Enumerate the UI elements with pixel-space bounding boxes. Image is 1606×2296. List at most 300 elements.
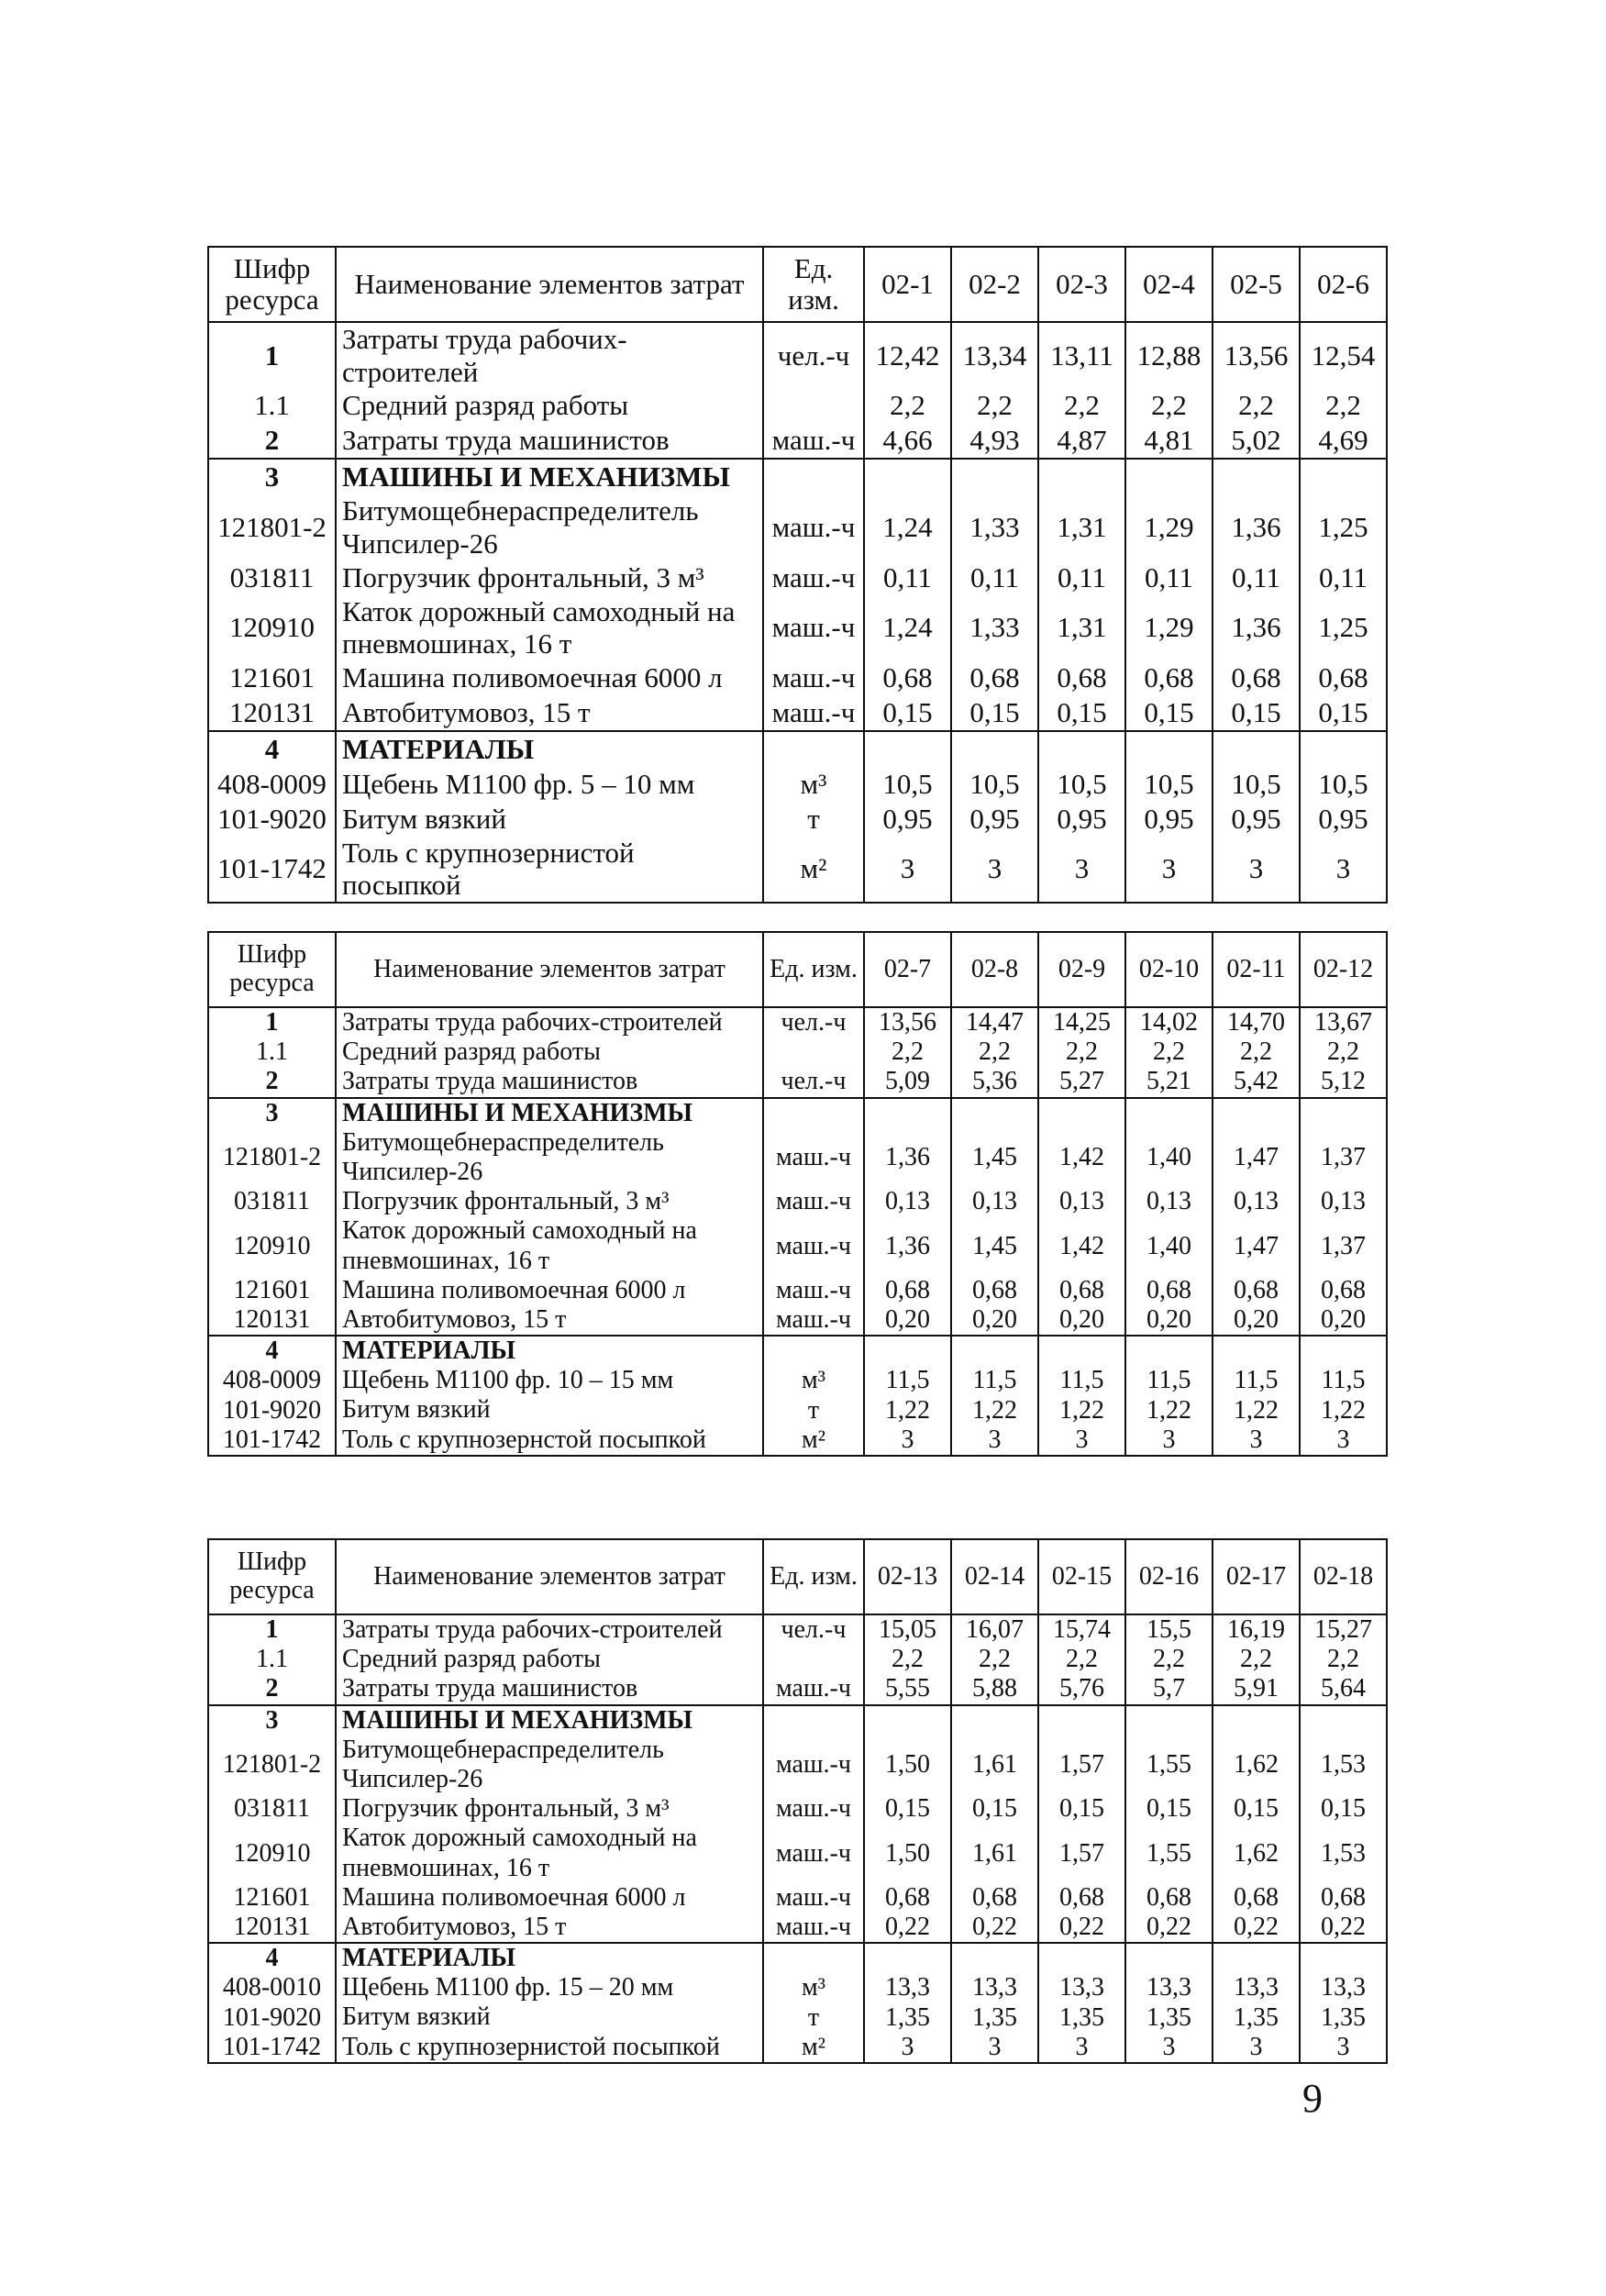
row-unit (763, 731, 864, 767)
row-unit: т (763, 2002, 864, 2032)
table-row (208, 1187, 1387, 1216)
row-value (951, 1705, 1038, 1736)
row-value: 15,05 (864, 1614, 951, 1645)
row-value: 1,35 (1038, 2002, 1125, 2032)
row-value: 0,68 (864, 660, 951, 695)
row-value: 14,02 (1125, 1007, 1213, 1037)
row-value: 1,24 (864, 494, 951, 560)
table-row (208, 1336, 1387, 1366)
row-value: 0,11 (1038, 560, 1125, 595)
row-code: 1.1 (208, 1645, 336, 1674)
column-header: 02-11 (1213, 932, 1300, 1007)
row-code: 2 (208, 1674, 336, 1704)
row-value: 15,74 (1038, 1614, 1125, 1645)
table-row (208, 1705, 1387, 1736)
row-name: Затраты труда машинистов (336, 423, 763, 459)
table-row (208, 2002, 1387, 2032)
row-code: 3 (208, 1705, 336, 1736)
row-value: 0,68 (1125, 1883, 1213, 1913)
row-unit: маш.-ч (763, 1736, 864, 1794)
row-code: 121801-2 (208, 1736, 336, 1794)
row-value: 0,68 (951, 660, 1038, 695)
row-value: 5,36 (951, 1067, 1038, 1097)
row-value: 10,5 (1125, 767, 1213, 802)
row-unit: маш.-ч (763, 1883, 864, 1913)
row-value: 0,22 (1213, 1913, 1300, 1943)
row-unit: чел.-ч (763, 322, 864, 388)
row-value: 2,2 (1125, 388, 1213, 423)
table-row (208, 1037, 1387, 1067)
row-value: 1,53 (1300, 1824, 1387, 1882)
row-name: Средний разряд работы (336, 1645, 763, 1674)
row-unit (763, 1943, 864, 1973)
row-value: 2,2 (1213, 1645, 1300, 1674)
row-name: Щебень М1100 фр. 10 – 15 мм (336, 1366, 763, 1395)
header-unit: Ед. изм. (763, 932, 864, 1007)
row-value: 10,5 (1300, 767, 1387, 802)
row-value: 0,11 (951, 560, 1038, 595)
row-value: 0,20 (951, 1305, 1038, 1336)
row-value: 0,95 (951, 802, 1038, 837)
row-value (951, 1943, 1038, 1973)
row-value: 11,5 (1300, 1366, 1387, 1395)
row-code: 121601 (208, 660, 336, 695)
row-value: 1,36 (864, 1216, 951, 1275)
row-value: 2,2 (951, 1645, 1038, 1674)
row-code: 101-1742 (208, 1425, 336, 1456)
row-value: 0,15 (864, 695, 951, 731)
row-value: 13,11 (1038, 322, 1125, 388)
row-value (1213, 459, 1300, 494)
row-value: 3 (864, 837, 951, 903)
table-row (208, 1276, 1387, 1305)
row-unit: м³ (763, 1366, 864, 1395)
row-value: 3 (864, 1425, 951, 1456)
row-value: 11,5 (951, 1366, 1038, 1395)
row-value: 14,70 (1213, 1007, 1300, 1037)
row-value: 3 (1300, 1425, 1387, 1456)
table-row (208, 595, 1387, 660)
row-value: 13,56 (864, 1007, 951, 1037)
row-name: МАШИНЫ И МЕХАНИЗМЫ (336, 1098, 763, 1128)
row-value: 5,21 (1125, 1067, 1213, 1097)
row-value: 3 (951, 1425, 1038, 1456)
row-value: 0,15 (951, 1794, 1038, 1824)
row-value: 3 (1038, 2033, 1125, 2063)
row-value: 0,68 (1300, 1276, 1387, 1305)
row-value: 13,3 (951, 1973, 1038, 2002)
row-code: 120131 (208, 1305, 336, 1336)
row-code: 120910 (208, 1824, 336, 1882)
row-code: 031811 (208, 560, 336, 595)
row-name: Автобитумовоз, 15 т (336, 1913, 763, 1943)
row-value: 0,15 (1125, 1794, 1213, 1824)
row-value: 2,2 (1213, 388, 1300, 423)
row-value: 1,47 (1213, 1128, 1300, 1187)
row-value (1125, 731, 1213, 767)
row-value: 0,68 (864, 1883, 951, 1913)
row-value: 0,15 (1300, 1794, 1387, 1824)
row-code: 121801-2 (208, 494, 336, 560)
row-value: 3 (1213, 1425, 1300, 1456)
row-value: 3 (1125, 837, 1213, 903)
row-value: 0,68 (951, 1883, 1038, 1913)
row-name: Автобитумовоз, 15 т (336, 1305, 763, 1336)
row-value: 4,66 (864, 423, 951, 459)
row-value (864, 1098, 951, 1128)
row-value: 0,15 (1300, 695, 1387, 731)
row-value (864, 731, 951, 767)
row-value: 3 (1125, 1425, 1213, 1456)
row-value: 12,42 (864, 322, 951, 388)
row-value: 5,64 (1300, 1674, 1387, 1704)
row-value: 0,22 (1300, 1913, 1387, 1943)
row-code: 120910 (208, 1216, 336, 1275)
row-unit: м² (763, 837, 864, 903)
row-value: 5,91 (1213, 1674, 1300, 1704)
row-value: 1,22 (1213, 1395, 1300, 1425)
row-name: Затраты труда рабочих-строителей (336, 1614, 763, 1645)
row-unit: маш.-ч (763, 494, 864, 560)
row-code: 120910 (208, 595, 336, 660)
row-value: 3 (1038, 1425, 1125, 1456)
row-value: 13,3 (1125, 1973, 1213, 2002)
row-value: 2,2 (1038, 1645, 1125, 1674)
row-value: 11,5 (864, 1366, 951, 1395)
row-value: 0,68 (951, 1276, 1038, 1305)
row-value: 0,68 (1213, 1883, 1300, 1913)
row-name: Битум вязкий (336, 1395, 763, 1425)
row-value: 10,5 (864, 767, 951, 802)
row-value: 1,42 (1038, 1216, 1125, 1275)
row-value: 0,11 (1125, 560, 1213, 595)
row-value: 3 (1213, 837, 1300, 903)
row-unit: маш.-ч (763, 1128, 864, 1187)
row-value: 1,22 (864, 1395, 951, 1425)
row-value: 0,20 (864, 1305, 951, 1336)
row-code: 101-9020 (208, 802, 336, 837)
row-unit: маш.-ч (763, 660, 864, 695)
row-value: 2,2 (1300, 1645, 1387, 1674)
row-name: Погрузчик фронтальный, 3 м³ (336, 560, 763, 595)
row-code: 121601 (208, 1883, 336, 1913)
row-code: 101-1742 (208, 2033, 336, 2063)
table-row (208, 1305, 1387, 1336)
row-name: Машина поливомоечная 6000 л (336, 660, 763, 695)
row-code: 408-0009 (208, 1366, 336, 1395)
row-value (1300, 731, 1387, 767)
row-value: 0,13 (1038, 1187, 1125, 1216)
column-header: 02-16 (1125, 1539, 1213, 1614)
table-row (208, 1973, 1387, 2002)
row-value: 2,2 (1038, 388, 1125, 423)
table-row (208, 388, 1387, 423)
row-value: 1,35 (1125, 2002, 1213, 2032)
row-value: 0,68 (1213, 1276, 1300, 1305)
row-value: 0,22 (864, 1913, 951, 1943)
row-value: 1,37 (1300, 1128, 1387, 1187)
row-value: 0,68 (1300, 1883, 1387, 1913)
row-code: 1.1 (208, 388, 336, 423)
header-name: Наименование элементов затрат (336, 247, 763, 322)
row-value (951, 1336, 1038, 1366)
table-header-row (208, 932, 1387, 1007)
row-code: 101-9020 (208, 2002, 336, 2032)
column-header: 02-5 (1213, 247, 1300, 322)
table-row (208, 1943, 1387, 1973)
row-value: 2,2 (1300, 1037, 1387, 1067)
row-code: 1 (208, 1614, 336, 1645)
row-name: МАШИНЫ И МЕХАНИЗМЫ (336, 1705, 763, 1736)
row-value: 13,56 (1213, 322, 1300, 388)
table-row (208, 1674, 1387, 1704)
row-unit: маш.-ч (763, 1674, 864, 1704)
row-value: 14,25 (1038, 1007, 1125, 1037)
row-value (1038, 1705, 1125, 1736)
row-value: 1,62 (1213, 1736, 1300, 1794)
row-unit (763, 388, 864, 423)
column-header: 02-9 (1038, 932, 1125, 1007)
row-value: 1,53 (1300, 1736, 1387, 1794)
row-name: Толь с крупнозернстой посыпкой (336, 1425, 763, 1456)
header-unit: Ед. изм. (763, 1539, 864, 1614)
row-name: Машина поливомоечная 6000 л (336, 1883, 763, 1913)
row-value: 0,13 (864, 1187, 951, 1216)
row-value: 5,02 (1213, 423, 1300, 459)
row-value: 3 (1213, 2033, 1300, 2063)
row-value: 12,54 (1300, 322, 1387, 388)
row-code: 2 (208, 1067, 336, 1097)
row-name: МАШИНЫ И МЕХАНИЗМЫ (336, 459, 763, 494)
row-code: 101-1742 (208, 837, 336, 903)
header-code: Шифр ресурса (208, 247, 336, 322)
row-value: 0,22 (951, 1913, 1038, 1943)
row-value: 11,5 (1125, 1366, 1213, 1395)
table-row (208, 494, 1387, 560)
row-value: 1,47 (1213, 1216, 1300, 1275)
row-value (1038, 1098, 1125, 1128)
table-header-row (208, 247, 1387, 322)
row-name: Толь с крупнозернистой посыпкой (336, 2033, 763, 2063)
table-row (208, 802, 1387, 837)
row-value: 4,93 (951, 423, 1038, 459)
row-value (1213, 1098, 1300, 1128)
row-unit: чел.-ч (763, 1007, 864, 1037)
row-value: 1,50 (864, 1736, 951, 1794)
row-unit (763, 1336, 864, 1366)
row-name: Битумощебнераспределитель Чипсилер-26 (336, 494, 763, 560)
row-name: Средний разряд работы (336, 388, 763, 423)
norms-table-3 (207, 1538, 1388, 2064)
row-value: 13,3 (1213, 1973, 1300, 2002)
row-name: МАТЕРИАЛЫ (336, 1943, 763, 1973)
row-value: 1,36 (1213, 595, 1300, 660)
row-value: 1,42 (1038, 1128, 1125, 1187)
row-value: 0,13 (1213, 1187, 1300, 1216)
row-unit (763, 459, 864, 494)
row-name: Машина поливомоечная 6000 л (336, 1276, 763, 1305)
column-header: 02-1 (864, 247, 951, 322)
row-value: 1,33 (951, 494, 1038, 560)
row-value: 10,5 (1038, 767, 1125, 802)
row-name: Затраты труда рабочих-строителей (336, 322, 763, 388)
row-value: 0,13 (1125, 1187, 1213, 1216)
row-value: 1,45 (951, 1216, 1038, 1275)
row-value: 0,15 (1038, 695, 1125, 731)
row-value: 1,22 (951, 1395, 1038, 1425)
norms-table-2 (207, 931, 1388, 1457)
column-header: 02-12 (1300, 932, 1387, 1007)
row-value: 0,13 (1300, 1187, 1387, 1216)
row-value: 0,20 (1125, 1305, 1213, 1336)
row-value (864, 459, 951, 494)
column-header: 02-17 (1213, 1539, 1300, 1614)
table-row (208, 660, 1387, 695)
row-value (1300, 1098, 1387, 1128)
row-value (1213, 731, 1300, 767)
row-value: 3 (864, 2033, 951, 2063)
row-value: 1,40 (1125, 1216, 1213, 1275)
header-code: Шифр ресурса (208, 1539, 336, 1614)
row-code: 3 (208, 1098, 336, 1128)
row-value: 3 (951, 837, 1038, 903)
row-unit (763, 1037, 864, 1067)
row-value: 5,12 (1300, 1067, 1387, 1097)
row-name: МАТЕРИАЛЫ (336, 731, 763, 767)
row-value (1038, 1943, 1125, 1973)
table-row (208, 1366, 1387, 1395)
row-name: Средний разряд работы (336, 1037, 763, 1067)
row-value: 1,35 (1213, 2002, 1300, 2032)
row-value: 0,15 (1213, 695, 1300, 731)
row-value: 5,09 (864, 1067, 951, 1097)
row-code: 121801-2 (208, 1128, 336, 1187)
row-value: 1,24 (864, 595, 951, 660)
row-value: 11,5 (1213, 1366, 1300, 1395)
row-value: 16,07 (951, 1614, 1038, 1645)
row-unit: маш.-ч (763, 695, 864, 731)
header-name: Наименование элементов затрат (336, 932, 763, 1007)
row-unit: маш.-ч (763, 1913, 864, 1943)
row-name: Каток дорожный самоходный на пневмошинах, 16 т (336, 595, 763, 660)
row-value: 1,57 (1038, 1824, 1125, 1882)
row-value: 0,20 (1038, 1305, 1125, 1336)
row-value: 3 (1038, 837, 1125, 903)
row-name: Толь с крупнозернистой посыпкой (336, 837, 763, 903)
row-value (1213, 1336, 1300, 1366)
row-value: 3 (951, 2033, 1038, 2063)
row-value: 2,2 (864, 388, 951, 423)
row-value: 3 (1300, 837, 1387, 903)
table-row (208, 1425, 1387, 1456)
table-row (208, 767, 1387, 802)
row-name: Затраты труда машинистов (336, 1067, 763, 1097)
row-value: 2,2 (951, 1037, 1038, 1067)
row-value: 1,25 (1300, 595, 1387, 660)
table-row (208, 695, 1387, 731)
row-value: 16,19 (1213, 1614, 1300, 1645)
row-value: 0,68 (864, 1276, 951, 1305)
row-unit: м³ (763, 767, 864, 802)
row-value: 0,11 (1213, 560, 1300, 595)
row-value: 15,5 (1125, 1614, 1213, 1645)
row-value: 1,22 (1300, 1395, 1387, 1425)
row-value (1300, 1336, 1387, 1366)
row-value: 0,15 (1213, 1794, 1300, 1824)
row-value: 1,31 (1038, 494, 1125, 560)
row-value: 0,13 (951, 1187, 1038, 1216)
row-name: Каток дорожный самоходный на пневмошинах, 16 т (336, 1216, 763, 1275)
row-unit: чел.-ч (763, 1067, 864, 1097)
table-row (208, 837, 1387, 903)
row-value: 0,68 (1125, 1276, 1213, 1305)
row-value (1125, 1943, 1213, 1973)
row-code: 408-0010 (208, 1973, 336, 2002)
table-row (208, 1098, 1387, 1128)
row-value: 4,81 (1125, 423, 1213, 459)
row-value: 0,11 (1300, 560, 1387, 595)
table-row (208, 1216, 1387, 1275)
table-row (208, 1913, 1387, 1943)
row-code: 3 (208, 459, 336, 494)
row-code: 120131 (208, 1913, 336, 1943)
row-value (1213, 1943, 1300, 1973)
header-unit: Ед. изм. (763, 247, 864, 322)
row-value: 2,2 (1213, 1037, 1300, 1067)
row-value: 1,29 (1125, 595, 1213, 660)
header-code: Шифр ресурса (208, 932, 336, 1007)
row-value: 3 (1300, 2033, 1387, 2063)
row-code: 1 (208, 1007, 336, 1037)
row-unit: маш.-ч (763, 423, 864, 459)
row-value: 11,5 (1038, 1366, 1125, 1395)
table-row (208, 1395, 1387, 1425)
row-value: 0,95 (1125, 802, 1213, 837)
column-header: 02-15 (1038, 1539, 1125, 1614)
row-name: Щебень М1100 фр. 5 – 10 мм (336, 767, 763, 802)
row-value: 10,5 (1213, 767, 1300, 802)
row-code: 101-9020 (208, 1395, 336, 1425)
column-header: 02-3 (1038, 247, 1125, 322)
row-name: Щебень М1100 фр. 15 – 20 мм (336, 1973, 763, 2002)
row-value: 0,68 (1300, 660, 1387, 695)
table-row (208, 1736, 1387, 1794)
norms-table-1 (207, 246, 1388, 904)
row-name: Каток дорожный самоходный на пневмошинах, 16 т (336, 1824, 763, 1882)
row-code: 031811 (208, 1187, 336, 1216)
row-value: 13,34 (951, 322, 1038, 388)
row-value: 0,95 (864, 802, 951, 837)
row-unit: чел.-ч (763, 1614, 864, 1645)
row-name: Битум вязкий (336, 802, 763, 837)
row-code: 408-0009 (208, 767, 336, 802)
table-row (208, 459, 1387, 494)
row-unit: маш.-ч (763, 1794, 864, 1824)
row-unit: маш.-ч (763, 1216, 864, 1275)
row-value (1125, 1336, 1213, 1366)
table-row (208, 2033, 1387, 2063)
row-unit: маш.-ч (763, 560, 864, 595)
row-value: 0,68 (1038, 1883, 1125, 1913)
row-unit: маш.-ч (763, 1276, 864, 1305)
row-code: 1 (208, 322, 336, 388)
row-unit: маш.-ч (763, 595, 864, 660)
row-code: 1.1 (208, 1037, 336, 1067)
column-header: 02-13 (864, 1539, 951, 1614)
row-value: 1,61 (951, 1736, 1038, 1794)
table-row (208, 1645, 1387, 1674)
row-unit: м² (763, 1425, 864, 1456)
